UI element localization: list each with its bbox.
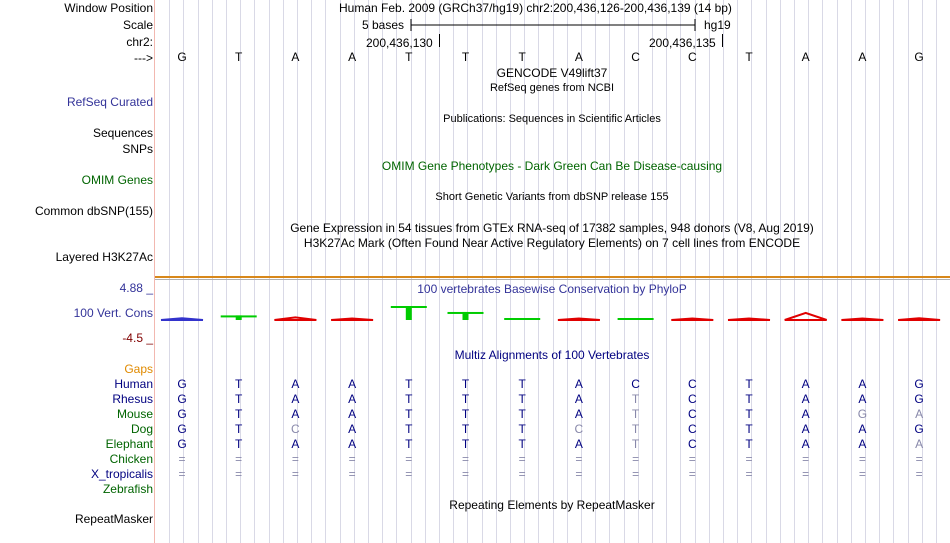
position-header: Human Feb. 2009 (GRCh37/hg19) chr2:200,436,126-200,436,139 (14 bp) xyxy=(339,1,732,15)
alignment-base: A xyxy=(858,377,867,391)
alignment-base: A xyxy=(291,377,300,391)
alignment-base: A xyxy=(574,377,583,391)
scale-text: 5 bases xyxy=(362,18,405,32)
species-label-rhesus[interactable]: Rhesus xyxy=(112,392,153,406)
grid-line xyxy=(169,0,170,543)
conservation-mark xyxy=(161,318,203,320)
grid-line xyxy=(254,0,255,543)
alignment-base: A xyxy=(858,437,867,451)
alignment-base: A xyxy=(574,392,583,406)
grid-line xyxy=(453,0,454,543)
alignment-base: T xyxy=(631,422,640,436)
alignment-base: = xyxy=(461,467,469,481)
scale-label: Scale xyxy=(122,18,153,32)
repeatmasker-track-title[interactable]: Repeating Elements by RepeatMasker xyxy=(449,498,655,512)
reference-base: G xyxy=(177,50,187,64)
alignment-base: = xyxy=(235,452,243,466)
grid-line xyxy=(368,0,369,543)
species-label-mouse[interactable]: Mouse xyxy=(116,407,153,421)
alignment-base: A xyxy=(858,422,867,436)
reference-base: C xyxy=(687,50,697,64)
grid-line xyxy=(652,0,653,543)
alignment-base: = xyxy=(688,467,696,481)
gtex-track-title[interactable]: Gene Expression in 54 tissues from GTEx RNA-seq of 17382 samples, 948 donors (V8, Aug 2019) xyxy=(290,221,814,235)
conservation-plot[interactable] xyxy=(155,296,950,336)
alignment-base: T xyxy=(518,377,526,391)
alignment-base: A xyxy=(858,392,867,406)
conservation-mark xyxy=(504,318,540,320)
species-label-elephant[interactable]: Elephant xyxy=(105,437,153,451)
h3k27ac-track-title[interactable]: H3K27Ac Mark (Often Found Near Active Regulatory Elements) on 7 cell lines from ENCODE xyxy=(303,236,801,250)
grid-line xyxy=(680,0,681,543)
alignment-base: = xyxy=(632,467,640,481)
conservation-mark xyxy=(391,306,427,320)
alignment-base: T xyxy=(518,407,526,421)
grid-line xyxy=(269,0,270,543)
alignment-base: T xyxy=(235,437,243,451)
alignment-base: T xyxy=(745,407,753,421)
coord-135: 200,436,135 xyxy=(649,36,716,50)
alignment-base: C xyxy=(687,407,697,421)
alignment-base: G xyxy=(914,377,924,391)
gencode-track-title[interactable]: GENCODE V49lift37 xyxy=(496,66,608,80)
alignment-base: A xyxy=(348,407,357,421)
alignment-base: G xyxy=(914,422,924,436)
grid-line xyxy=(666,0,667,543)
grid-line xyxy=(439,0,440,543)
alignment-base: = xyxy=(802,452,810,466)
alignment-base: G xyxy=(177,422,187,436)
reference-base: T xyxy=(518,50,526,64)
grid-line xyxy=(780,0,781,543)
alignment-base: T xyxy=(745,422,753,436)
alignment-base: C xyxy=(574,422,584,436)
conservation-mark xyxy=(898,318,940,320)
alignment-base: = xyxy=(688,452,696,466)
alignment-base: A xyxy=(801,407,810,421)
chr-label: chr2: xyxy=(126,35,153,49)
alignment-base: = xyxy=(745,467,753,481)
grid-line xyxy=(482,0,483,543)
alignment-base: = xyxy=(348,467,356,481)
snps-label[interactable]: SNPs xyxy=(122,142,153,156)
alignment-base: G xyxy=(177,377,187,391)
multiz-track-title[interactable]: Multiz Alignments of 100 Vertebrates xyxy=(454,348,650,362)
coord-135-tick xyxy=(722,34,723,47)
alignment-base: T xyxy=(461,422,470,436)
alignment-base: = xyxy=(915,467,923,481)
reference-base: T xyxy=(745,50,753,64)
alignment-base: = xyxy=(858,467,866,481)
grid-line xyxy=(766,0,767,543)
alignment-base: A xyxy=(348,422,357,436)
alignment-base: T xyxy=(405,422,413,436)
grid-line xyxy=(198,0,199,543)
alignment-base: T xyxy=(405,377,413,391)
reference-base: A xyxy=(348,50,357,64)
repeatmasker-label[interactable]: RepeatMasker xyxy=(74,512,153,526)
alignment-base: = xyxy=(405,467,413,481)
alignment-base: = xyxy=(405,452,413,466)
alignment-base: T xyxy=(745,377,753,391)
alignment-base: T xyxy=(405,392,413,406)
refseq-track-title[interactable]: RefSeq genes from NCBI xyxy=(489,82,615,94)
species-label-human[interactable]: Human xyxy=(114,377,153,391)
common-dbsnp-label[interactable]: Common dbSNP(155) xyxy=(34,204,153,218)
scale-bar xyxy=(408,17,700,33)
alignment-base: A xyxy=(801,392,810,406)
conservation-mark xyxy=(331,319,373,321)
alignment-base: C xyxy=(631,377,640,391)
alignment-base: G xyxy=(177,407,187,421)
alignment-base: = xyxy=(802,467,810,481)
coord-130-tick xyxy=(439,34,440,47)
track-separator-line xyxy=(155,279,950,280)
alignment-base: G xyxy=(177,437,187,451)
alignment-base: G xyxy=(177,392,187,406)
alignment-base: = xyxy=(178,467,186,481)
alignment-base: T xyxy=(631,392,640,406)
species-label-x_tropicalis[interactable]: X_tropicalis xyxy=(90,467,153,481)
cons-max-label: 4.88 _ xyxy=(119,281,153,295)
conservation-mark xyxy=(448,312,484,320)
alignment-base: A xyxy=(574,437,583,451)
reference-base: G xyxy=(914,50,924,64)
vert-cons-label[interactable]: 100 Vert. Cons xyxy=(73,306,153,320)
alignment-base: T xyxy=(461,392,470,406)
assembly-label: hg19 xyxy=(704,18,731,32)
grid-line xyxy=(893,0,894,543)
sequences-label[interactable]: Sequences xyxy=(92,126,153,140)
grid-line xyxy=(325,0,326,543)
alignment-base: = xyxy=(858,452,866,466)
grid-line xyxy=(425,0,426,543)
alignment-base: T xyxy=(631,437,640,451)
omim-genes-label[interactable]: OMIM Genes xyxy=(81,173,153,187)
alignment-base: T xyxy=(235,392,243,406)
grid-line xyxy=(382,0,383,543)
reference-base: A xyxy=(858,50,867,64)
window-position-label: Window Position xyxy=(64,1,153,15)
alignment-base: C xyxy=(687,437,697,451)
alignment-base: A xyxy=(291,407,300,421)
alignment-base: = xyxy=(461,452,469,466)
alignment-base: = xyxy=(235,467,243,481)
dbsnp-track-title[interactable]: Short Genetic Variants from dbSNP release 155 xyxy=(435,191,669,203)
alignment-base: T xyxy=(235,407,243,421)
alignment-base: = xyxy=(632,452,640,466)
grid-line xyxy=(723,0,724,543)
alignment-base: T xyxy=(405,437,413,451)
species-label-zebrafish[interactable]: Zebrafish xyxy=(102,482,153,496)
alignment-base: T xyxy=(235,377,243,391)
omim-track-title[interactable]: OMIM Gene Phenotypes - Dark Green Can Be Disease-causing xyxy=(381,159,723,173)
species-label-chicken[interactable]: Chicken xyxy=(109,452,153,466)
grid-line xyxy=(737,0,738,543)
alignment-base: A xyxy=(348,437,357,451)
alignment-base: T xyxy=(631,407,640,421)
publications-track-title[interactable]: Publications: Sequences in Scientific Articles xyxy=(443,113,661,125)
alignment-base: = xyxy=(745,452,753,466)
alignment-base: T xyxy=(518,422,526,436)
phylop-track-title[interactable]: 100 vertebrates Basewise Conservation by PhyloP xyxy=(417,282,687,296)
conservation-mark xyxy=(785,313,827,320)
reference-base: T xyxy=(461,50,470,64)
alignment-base: A xyxy=(574,407,583,421)
reference-base: A xyxy=(801,50,810,64)
alignment-base: T xyxy=(461,377,470,391)
reference-base: A xyxy=(291,50,300,64)
alignment-base: A xyxy=(291,392,300,406)
grid-line xyxy=(936,0,937,543)
alignment-base: = xyxy=(291,467,299,481)
alignment-base: T xyxy=(461,437,470,451)
reference-base: A xyxy=(574,50,583,64)
grid-line xyxy=(212,0,213,543)
alignment-base: = xyxy=(915,452,923,466)
grid-line xyxy=(879,0,880,543)
alignment-base: A xyxy=(348,377,357,391)
alignment-base: G xyxy=(914,392,924,406)
alignment-base: T xyxy=(405,407,413,421)
alignment-base: T xyxy=(235,422,243,436)
layered-h3k27ac-label[interactable]: Layered H3K27Ac xyxy=(55,250,153,264)
conservation-mark xyxy=(841,319,883,321)
reference-base: T xyxy=(235,50,243,64)
label-column-border xyxy=(154,0,155,543)
conservation-mark xyxy=(221,315,257,320)
grid-line xyxy=(837,0,838,543)
alignment-base: T xyxy=(745,392,753,406)
grid-line xyxy=(396,0,397,543)
alignment-base: A xyxy=(915,407,924,421)
gaps-label[interactable]: Gaps xyxy=(124,362,153,376)
alignment-base: T xyxy=(518,437,526,451)
alignment-base: = xyxy=(178,452,186,466)
species-label-dog[interactable]: Dog xyxy=(130,422,153,436)
alignment-base: A xyxy=(801,422,810,436)
grid-line xyxy=(340,0,341,543)
alignment-base: A xyxy=(801,437,810,451)
grid-line xyxy=(709,0,710,543)
alignment-base: = xyxy=(348,452,356,466)
alignment-base: T xyxy=(745,437,753,451)
strand-arrow-label[interactable]: ---> xyxy=(134,51,153,65)
grid-line xyxy=(822,0,823,543)
alignment-base: A xyxy=(348,392,357,406)
coord-130: 200,436,130 xyxy=(366,36,433,50)
alignment-base: G xyxy=(857,407,868,421)
alignment-base: = xyxy=(575,467,583,481)
track-separator xyxy=(155,276,950,278)
alignment-base: A xyxy=(915,437,924,451)
conservation-mark xyxy=(728,319,770,321)
grid-line xyxy=(311,0,312,543)
alignment-base: = xyxy=(291,452,299,466)
reference-base: C xyxy=(631,50,640,64)
reference-base: T xyxy=(405,50,413,64)
alignment-base: = xyxy=(518,467,526,481)
alignment-base: C xyxy=(291,422,300,436)
alignment-base: C xyxy=(687,377,697,391)
conservation-mark xyxy=(618,318,654,320)
alignment-base: C xyxy=(687,422,697,436)
conservation-mark xyxy=(558,319,600,321)
cons-min-label: -4.5 _ xyxy=(122,331,153,345)
refseq-curated-label[interactable]: RefSeq Curated xyxy=(66,95,153,109)
grid-line xyxy=(226,0,227,543)
alignment-base: T xyxy=(518,392,526,406)
alignment-base: A xyxy=(291,437,300,451)
conservation-mark xyxy=(671,319,713,321)
alignment-base: A xyxy=(801,377,810,391)
alignment-base: = xyxy=(575,452,583,466)
grid-line xyxy=(283,0,284,543)
conservation-mark xyxy=(274,317,316,320)
alignment-base: = xyxy=(518,452,526,466)
alignment-base: T xyxy=(461,407,470,421)
alignment-base: C xyxy=(687,392,697,406)
